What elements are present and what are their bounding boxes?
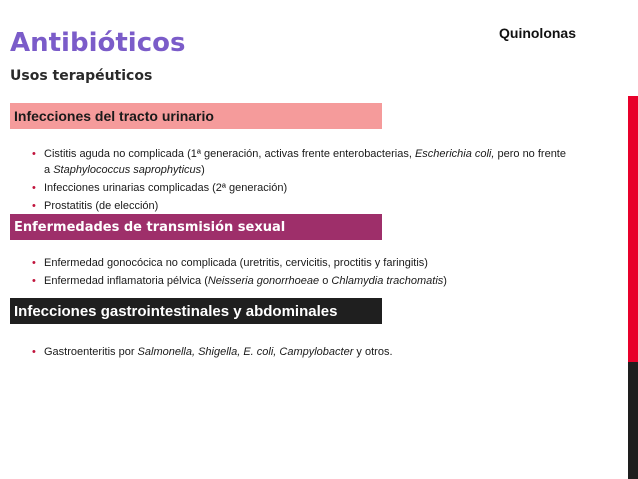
bullet-item: [32, 255, 572, 271]
bullet-item: [32, 198, 572, 214]
section-heading-sexual: Enfermedades de transmisión sexual: [10, 214, 382, 240]
bullet-item: [32, 273, 572, 289]
bullet-item: [32, 180, 572, 196]
italic-text: Salmonella, Shigella, E. coli, Campylobacter: [137, 346, 354, 358]
slide-subtitle: Usos terapéuticos: [10, 68, 153, 84]
bullet-text: Enfermedad inflamatoria pélvica (: [44, 275, 208, 287]
bullet-item: [32, 344, 572, 360]
italic-text: Staphylococcus saprophyticus: [53, 164, 202, 176]
section-heading-gastro: Infecciones gastrointestinales y abdominales: [10, 298, 382, 324]
bullet-text: pero no frente a: [44, 148, 566, 176]
right-edge-bar-top: [628, 0, 638, 96]
bullet-text: ): [201, 164, 205, 176]
slide-title: Antibióticos: [10, 28, 186, 58]
italic-text: Chlamydia trachomatis: [331, 275, 444, 287]
italic-text: Escherichia coli,: [414, 148, 495, 160]
bullet-text: ): [443, 275, 447, 287]
bullet-text: Gastroenteritis por: [44, 346, 138, 358]
bullet-text: Prostatitis (de elección): [44, 200, 159, 212]
topic-label: Quinolonas: [499, 25, 576, 41]
bullet-text: Infecciones urinarias complicadas (2ª generación): [44, 182, 288, 194]
bullet-text: Enfermedad gonocócica no complicada (uretritis, cervicitis, proctitis y faringitis): [44, 257, 428, 269]
italic-text: Neisseria gonorrhoeae: [207, 275, 320, 287]
right-edge-bar-accent: [628, 96, 638, 362]
bullet-list-sexual: [32, 255, 572, 291]
bullet-list-gastro: [32, 344, 572, 362]
section-heading-urinary: Infecciones del tracto urinario: [10, 103, 382, 129]
right-edge-bar-dark: [628, 362, 638, 479]
bullet-text: o: [319, 275, 332, 287]
bullet-text: Cistitis aguda no complicada (1ª generación, activas frente enterobacterias,: [44, 148, 415, 160]
bullet-list-urinary: [32, 146, 572, 216]
bullet-text: y otros.: [353, 346, 393, 358]
bullet-item: [32, 146, 572, 178]
